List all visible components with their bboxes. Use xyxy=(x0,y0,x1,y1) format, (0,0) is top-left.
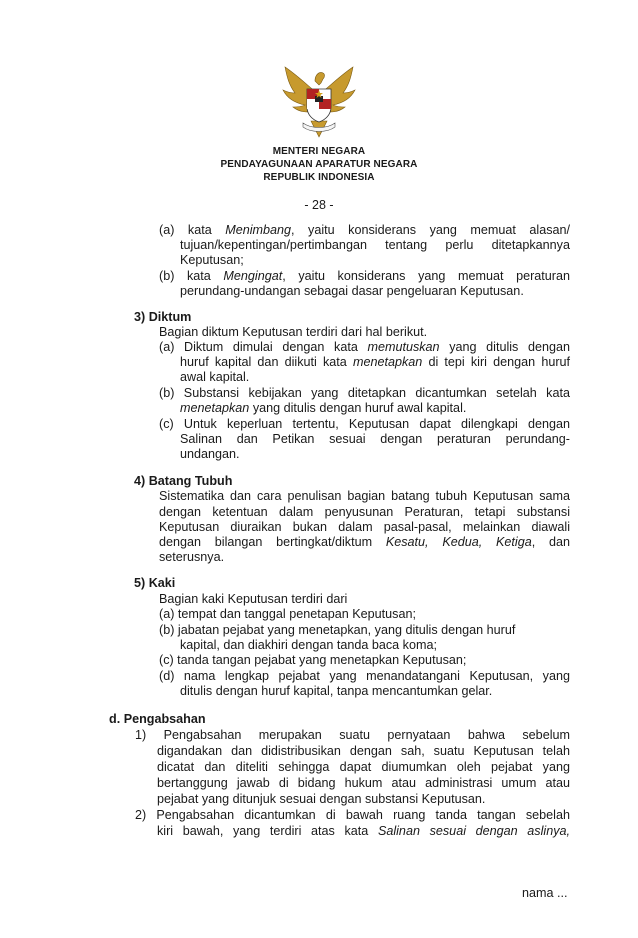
garuda-emblem-icon xyxy=(279,63,359,141)
header-title-line1: MENTERI NEGARA xyxy=(272,146,366,157)
paragraph-line: 2) Pengabsahan dicantumkan di bawah ruang tanda tangan sebelah xyxy=(135,808,570,822)
text-span: huruf kapital dan diikuti kata xyxy=(180,355,347,369)
italic-term: Menimbang xyxy=(225,223,292,237)
paragraph-line: ditulis dengan huruf kapital, tanpa mencantumkan gelar. xyxy=(180,684,493,698)
section-heading: 4) Batang Tubuh xyxy=(134,474,233,488)
paragraph-line: Salinan dan Petikan sesuai dengan peraturan perundang- xyxy=(180,432,570,446)
paragraph-line xyxy=(159,269,570,284)
text-span: (a) kata xyxy=(159,223,212,237)
paragraph-line xyxy=(159,535,570,550)
italic-term: Mengingat xyxy=(223,269,283,283)
italic-term: menetapkan xyxy=(180,401,250,415)
paragraph-line: bertanggung jawab di bidang hukum atau administrasi umum atau xyxy=(157,776,570,790)
paragraph-line: perundang-undangan sebagai dasar pengeluaran Keputusan. xyxy=(180,284,524,298)
italic-term: menetapkan xyxy=(352,355,423,369)
paragraph-line: undangan. xyxy=(180,447,240,461)
continuation-catchword: nama ... xyxy=(522,886,568,900)
paragraph-line: seterusnya. xyxy=(159,550,225,564)
paragraph-line: (c) tanda tangan pejabat yang menetapkan Keputusan; xyxy=(159,653,467,667)
italic-term: memutuskan xyxy=(367,340,440,354)
text-span: (b) kata xyxy=(159,269,211,283)
paragraph-line: dengan ketentuan dalam penyusunan Peraturan, tetapi substansi xyxy=(159,505,570,519)
paragraph-line: Keputusan; xyxy=(180,253,244,267)
text-span: , dan xyxy=(531,535,570,549)
paragraph-line: 1) Pengabsahan merupakan suatu pernyataan bahwa sebelum xyxy=(135,728,570,742)
text-span: kiri bawah, yang terdiri atas kata xyxy=(157,824,369,838)
paragraph-line: (d) nama lengkap pejabat yang menandatangani Keputusan, yang xyxy=(159,669,570,683)
paragraph-line: (c) Untuk keperluan tertentu, Keputusan dapat dilengkapi dengan xyxy=(159,417,570,431)
text-span: (a) Diktum dimulai dengan kata xyxy=(159,340,358,354)
section-heading: d. Pengabsahan xyxy=(109,712,206,726)
paragraph-line: Bagian kaki Keputusan terdiri dari xyxy=(159,592,348,606)
paragraph-line: awal kapital. xyxy=(180,370,250,384)
paragraph-line xyxy=(159,223,570,238)
italic-term: Kesatu, Kedua, Ketiga xyxy=(385,535,532,549)
text-span: di tepi kiri dengan huruf xyxy=(428,355,571,369)
section-heading: 5) Kaki xyxy=(134,576,176,590)
paragraph-line xyxy=(180,401,466,416)
paragraph-line: tujuan/kepentingan/pertimbangan tentang perlu ditetapkannya xyxy=(180,238,570,252)
header-title-line2: PENDAYAGUNAAN APARATUR NEGARA xyxy=(220,159,418,170)
text-span: yang ditulis dengan huruf awal kapital. xyxy=(249,401,467,415)
text-span: yang ditulis dengan xyxy=(449,340,571,354)
paragraph-line: kapital, dan diakhiri dengan tanda baca koma; xyxy=(180,638,437,652)
paragraph-line: dicatat dan diteliti sehingga dapat diumumkan oleh pejabat yang xyxy=(157,760,570,774)
text-span: dengan bilangan bertingkat/diktum xyxy=(159,535,373,549)
paragraph-line: Sistematika dan cara penulisan bagian batang tubuh Keputusan sama xyxy=(159,489,570,503)
italic-term: Salinan sesuai dengan aslinya, xyxy=(377,824,570,838)
paragraph-line: Keputusan diuraikan bukan dalam pasal-pasal, melainkan diawali xyxy=(159,520,570,534)
text-span: , yaitu konsiderans yang memuat peraturan xyxy=(282,269,570,283)
paragraph-line: (a) tempat dan tanggal penetapan Keputusan; xyxy=(159,607,416,621)
paragraph-line: digandakan dan didistribusikan dengan sah, suatu Keputusan telah xyxy=(157,744,570,758)
header-title-line3: REPUBLIK INDONESIA xyxy=(263,172,375,183)
paragraph-line: Bagian diktum Keputusan terdiri dari hal berikut. xyxy=(159,325,428,339)
page-number: - 28 - xyxy=(304,198,334,212)
text-span: , yaitu konsiderans yang memuat alasan/ xyxy=(291,223,571,237)
paragraph-line xyxy=(180,355,570,370)
paragraph-line xyxy=(159,340,570,355)
paragraph-line: (b) Substansi kebijakan yang ditetapkan dicantumkan setelah kata xyxy=(159,386,570,400)
paragraph-line: pejabat yang ditunjuk sesuai dengan substansi Keputusan. xyxy=(157,792,486,806)
paragraph-line xyxy=(157,824,570,839)
paragraph-line: (b) jabatan pejabat yang menetapkan, yang ditulis dengan huruf xyxy=(159,623,516,637)
section-heading: 3) Diktum xyxy=(134,310,192,324)
